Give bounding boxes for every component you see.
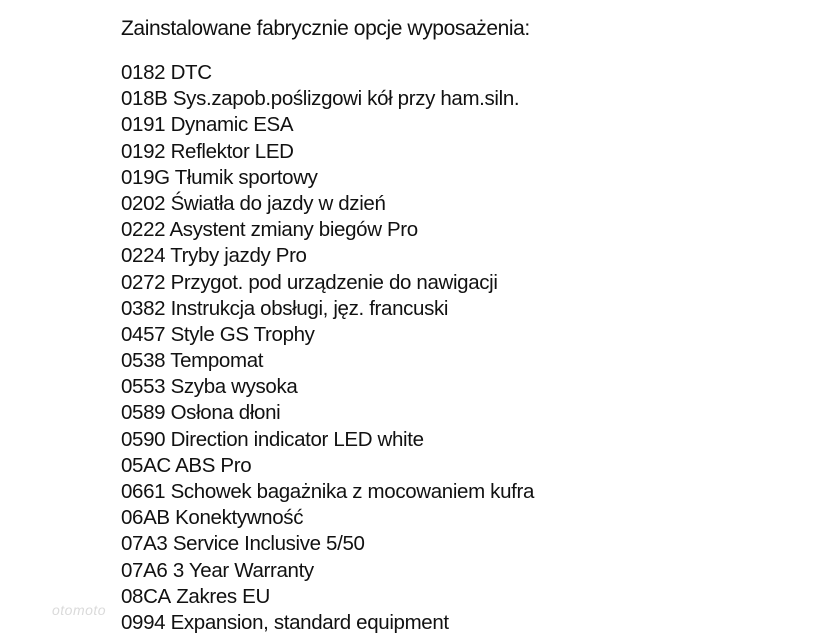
option-code: 0182 [121, 61, 166, 84]
option-label: Osłona dłoni [170, 401, 281, 425]
option-label: Asystent zmiany biegów Pro [169, 218, 418, 242]
option-label: Dynamic ESA [170, 113, 294, 137]
option-code: 0457 [121, 322, 166, 346]
option-label: Tempomat [170, 349, 264, 373]
list-item [121, 243, 534, 269]
list-item [121, 400, 534, 426]
option-code: 0589 [121, 401, 166, 425]
option-label: ABS Pro [175, 453, 252, 477]
option-label: Schowek bagażnika z mocowaniem kufra [170, 480, 534, 503]
option-label: Szyba wysoka [170, 375, 298, 399]
option-code: 018B [121, 87, 168, 111]
option-code: 0192 [121, 139, 166, 163]
list-item [121, 322, 534, 348]
option-code: 08CA [121, 584, 171, 608]
list-item [121, 112, 534, 138]
option-label: Światła do jazdy w dzień [170, 191, 386, 215]
list-item [121, 558, 534, 584]
list-item [121, 531, 534, 557]
option-label: Expansion, standard equipment [170, 610, 449, 634]
list-item [121, 217, 534, 243]
list-item [121, 453, 534, 479]
list-item [121, 427, 534, 453]
option-label: 3 Year Warranty [172, 558, 314, 582]
option-label: Konektywność [175, 506, 304, 530]
option-label: Instrukcja obsługi, jęz. francuski [170, 296, 449, 320]
option-code: 0553 [121, 375, 166, 399]
option-label: Sys.zapob.poślizgowi kół przy ham.siln. [172, 87, 520, 111]
option-code: 0382 [121, 296, 166, 320]
list-item [121, 610, 534, 636]
option-code: 019G [121, 165, 170, 189]
list-item [121, 60, 534, 86]
watermark-logo: otomoto [52, 602, 107, 618]
option-code: 0538 [121, 349, 166, 373]
option-code: 0994 [121, 610, 166, 634]
option-label: Style GS Trophy [170, 322, 315, 346]
option-code: 0222 [121, 218, 166, 242]
list-item [121, 191, 534, 217]
list-item [121, 584, 534, 610]
option-code: 0272 [121, 270, 166, 294]
list-item [121, 505, 534, 531]
list-item [121, 86, 534, 112]
option-code: 06AB [121, 506, 170, 530]
page-title: Zainstalowane fabrycznie opcje wyposażenia: [121, 17, 530, 40]
option-label: Service Inclusive 5/50 [172, 532, 365, 556]
option-code: 0661 [121, 480, 166, 503]
option-label: Direction indicator LED white [170, 427, 424, 451]
option-code: 0191 [121, 113, 166, 137]
option-code: 07A3 [121, 532, 168, 556]
option-list [121, 60, 534, 636]
option-label: Tłumik sportowy [174, 165, 318, 189]
option-code: 05AC [121, 453, 171, 477]
option-label: Reflektor LED [170, 139, 294, 163]
option-label: Zakres EU [176, 584, 270, 608]
option-label: Przygot. pod urządzenie do nawigacji [170, 270, 498, 294]
option-label: Tryby jazdy Pro [170, 244, 307, 268]
list-item [121, 270, 534, 296]
option-code: 0590 [121, 427, 166, 451]
option-label: DTC [170, 61, 212, 84]
list-item [121, 374, 534, 400]
option-code: 0202 [121, 191, 166, 215]
list-item [121, 165, 534, 191]
list-item [121, 296, 534, 322]
option-code: 0224 [121, 244, 166, 268]
option-code: 07A6 [121, 558, 168, 582]
list-item [121, 348, 534, 374]
list-item [121, 479, 534, 505]
list-item [121, 139, 534, 165]
